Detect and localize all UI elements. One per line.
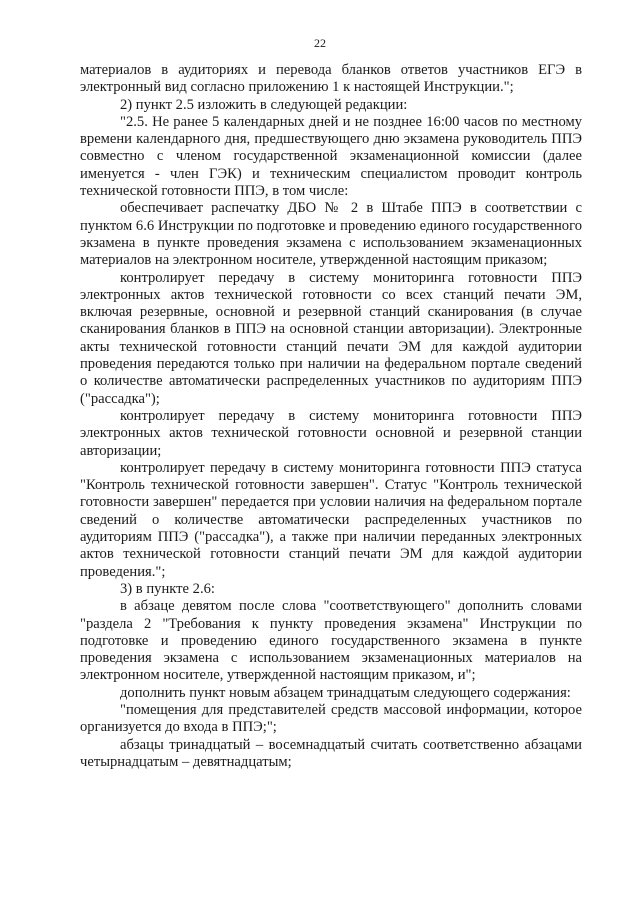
paragraph-dbo-printing: обеспечивает распечатку ДБО № 2 в Штабе ППЭ в соответствии с пунктом 6.6 Инструкции по подготовке и проведению единого государственного экзамена в пункте проведения экзамена с использованием экзаменационных материалов на электронном носителе, утвержденной настоящим приказом; <box>80 200 582 269</box>
paragraph-ninth-indent: в абзаце девятом после слова "соответствующего" дополнить словами "раздела 2 "Требования к пункту проведения экзамена" Инструкции по подготовке и проведению единого государственного экзамена в пункте проведения экзамена с использованием экзаменационных материалов на электронном носителе, утвержденной настоящим приказом, и"; <box>80 598 582 684</box>
paragraph-authorization-stations-acts: контролирует передачу в систему мониторинга готовности ППЭ электронных актов технической готовности основной и резервной станции авторизации; <box>80 407 582 459</box>
document-body <box>80 62 582 771</box>
paragraph-clause-2-5: "2.5. Не ранее 5 календарных дней и не позднее 16:00 часов по местному времени календарного дня, предшествующего дню экзамена руководитель ППЭ совместно с членом государственной экзаменационной комиссии (далее именуется - член ГЭК) и техническим специалистом проводит контроль технической готовности ППЭ, в том числе: <box>80 113 582 200</box>
paragraph-continuation: материалов в аудиториях и перевода бланков ответов участников ЕГЭ в электронный вид согласно приложению 1 к настоящей Инструкции."; <box>80 62 582 96</box>
paragraph-readiness-status: контролирует передачу в систему мониторинга готовности ППЭ статуса "Контроль технической готовности завершен". Статус "Контроль технической готовности завершен" передается при условии наличия на федеральном портале сведений о количестве автоматически распределенных участников по аудиториям ППЭ ("рассадка"), а также при наличии переданных электронных актов технической готовности станций печати ЭМ для каждой аудитории проведения."; <box>80 459 582 580</box>
paragraph-print-stations-acts: контролирует передачу в систему мониторинга готовности ППЭ электронных актов технической готовности со всех станций печати ЭМ, включая резервные, основной и резервной станций сканирования (в случае сканирования бланков в ППЭ на основной станции авторизации). Электронные акты технической готовности станций печати ЭМ для каждой аудитории проведения передаются только при наличии на федеральном портале сведений о количестве автоматически распределенных участников по аудиториям ППЭ ("рассадка"); <box>80 269 582 407</box>
paragraph-add-thirteenth: дополнить пункт новым абзацем тринадцатым следующего содержания: <box>120 684 571 701</box>
paragraph-item-3: 3) в пункте 2.6: <box>120 580 215 597</box>
paragraph-renumbering: абзацы тринадцатый – восемнадцатый считать соответственно абзацами четырнадцатым – девятнадцатым; <box>80 736 582 770</box>
page-number: 22 <box>314 36 326 50</box>
paragraph-media-room: "помещения для представителей средств массовой информации, которое организуется до входа в ППЭ;"; <box>80 701 582 736</box>
paragraph-item-2: 2) пункт 2.5 изложить в следующей редакции: <box>120 96 408 113</box>
